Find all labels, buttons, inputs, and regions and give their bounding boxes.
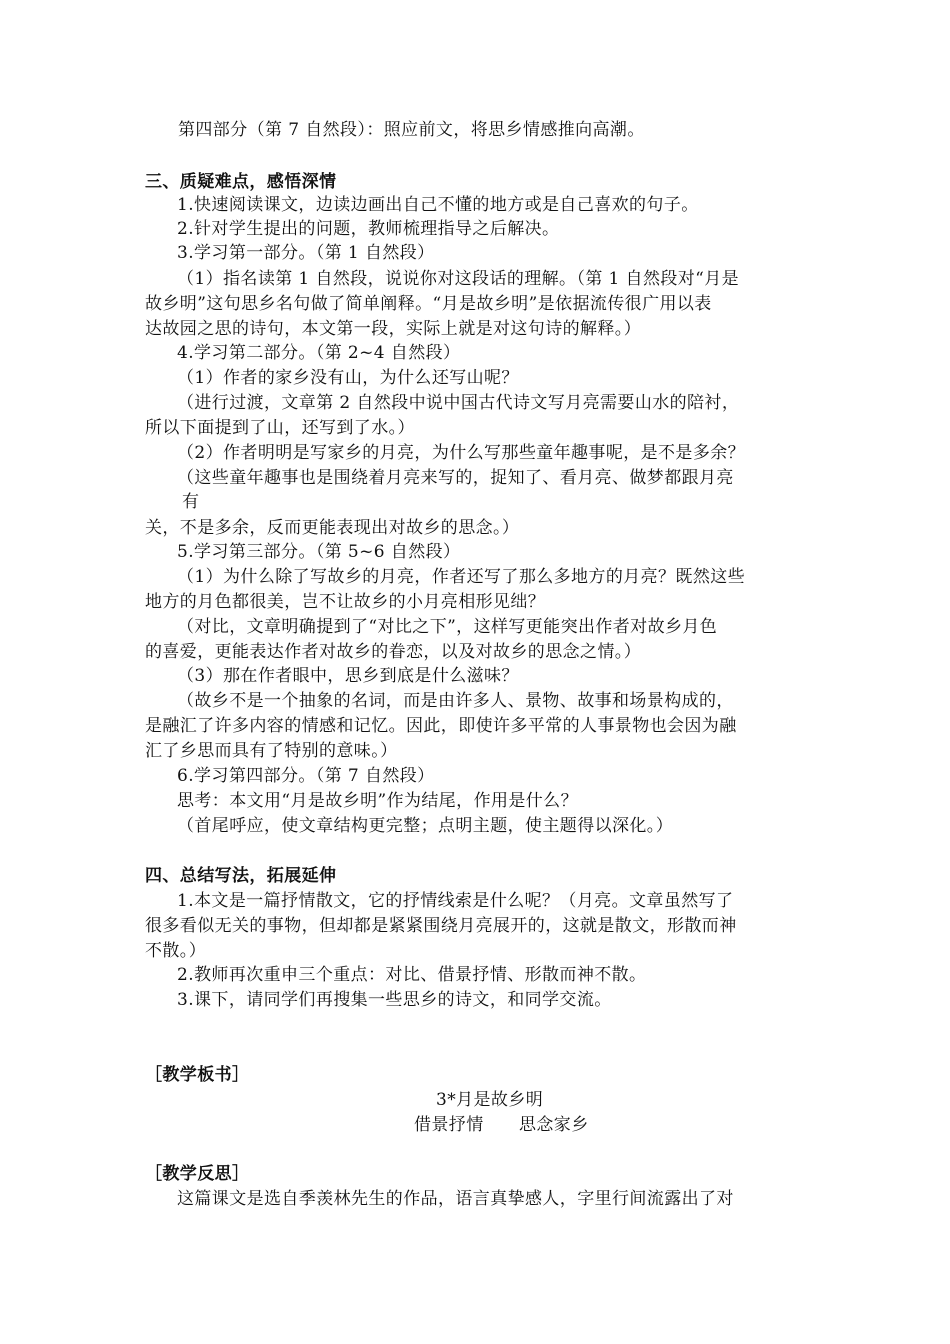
section3-heading: 三、质疑难点，感悟深情 [145,172,337,192]
section3-line: 地方的月色都很美，岂不让故乡的小月亮相形见绌？ [145,592,546,612]
section3-line: （这些童年趣事也是围绕着月亮来写的，捉知了、看月亮、做梦都跟月亮 [177,468,734,488]
section3-line: 是融汇了许多内容的情感和记忆。因此，即使许多平常的人事景物也会因为融 [145,716,737,736]
section3-line: （2）作者明明是写家乡的月亮，为什么写那些童年趣事呢，是不是多余？ [177,443,746,463]
section3-line: （故乡不是一个抽象的名词，而是由许多人、景物、故事和场景构成的， [177,691,734,711]
section4-line: 很多看似无关的事物，但却都是紧紧围绕月亮展开的，这就是散文，形散而神 [145,916,737,936]
board-heading: ［教学板书］ [145,1065,250,1085]
reflection-text: 这篇课文是选自季羡林先生的作品，语言真挚感人，字里行间流露出了对 [177,1189,734,1209]
section3-line: 有 [182,492,200,512]
section4-line: 2.教师再次重申三个重点：对比、借景抒情、形散而神不散。 [177,965,647,985]
board-lesson-title: 3*月是故乡明 [436,1090,544,1110]
section3-line: 思考：本文用“月是故乡明”作为结尾，作用是什么？ [177,791,578,811]
board-left-phrase: 借景抒情 [414,1115,484,1135]
section3-line: 故乡明”这句思乡名句做了简单阐释。“月是故乡明”是依据流传很广用以表 [145,294,712,314]
section3-line: 1.快速阅读课文，边读边画出自己不懂的地方或是自己喜欢的句子。 [177,195,699,215]
section3-line: 5.学习第三部分。（第 5~6 自然段） [177,542,461,562]
section3-line: （进行过渡，文章第 2 自然段中说中国古代诗文写月亮需要山水的陪衬， [177,393,740,413]
section4-line: 3.课下，请同学们再搜集一些思乡的诗文，和同学交流。 [177,990,612,1010]
section3-line: 3.学习第一部分。（第 1 自然段） [177,243,435,263]
section3-line: （1）指名读第 1 自然段，说说你对这段话的理解。（第 1 自然段对“月是 [177,269,740,289]
section3-line: 2.针对学生提出的问题，教师梳理指导之后解决。 [177,219,560,239]
part4-intro: 第四部分（第 7 自然段）：照应前文，将思乡情感推向高潮。 [178,120,645,140]
section3-line: （3）那在作者眼中，思乡到底是什么滋味？ [177,666,519,686]
section3-line: 6.学习第四部分。（第 7 自然段） [177,766,435,786]
section3-line: （1）作者的家乡没有山，为什么还写山呢？ [177,368,519,388]
section4-heading: 四、总结写法，拓展延伸 [145,866,337,886]
section3-line: 所以下面提到了山，还写到了水。） [145,418,415,438]
section3-line: 关，不是多余，反而更能表现出对故乡的思念。） [145,518,520,538]
section3-line: 的喜爱，更能表达作者对故乡的眷恋，以及对故乡的思念之情。） [145,642,642,662]
section3-line: 达故园之思的诗句，本文第一段，实际上就是对这句诗的解释。） [145,319,642,339]
section3-line: （首尾呼应，使文章结构更完整；点明主题，使主题得以深化。） [177,816,674,836]
section3-line: （对比，文章明确提到了“对比之下”，这样写更能突出作者对故乡月色 [177,617,718,637]
reflection-heading: ［教学反思］ [145,1164,250,1184]
section3-line: 4.学习第二部分。（第 2~4 自然段） [177,343,461,363]
section3-line: （1）为什么除了写故乡的月亮，作者还写了那么多地方的月亮？既然这些 [177,567,746,587]
section4-line: 不散。） [145,941,207,961]
section3-line: 汇了乡思而具有了特别的意味。） [145,741,398,761]
board-right-phrase: 思念家乡 [519,1115,589,1135]
section4-line: 1.本文是一篇抒情散文，它的抒情线索是什么呢？（月亮。文章虽然写了 [177,891,734,911]
